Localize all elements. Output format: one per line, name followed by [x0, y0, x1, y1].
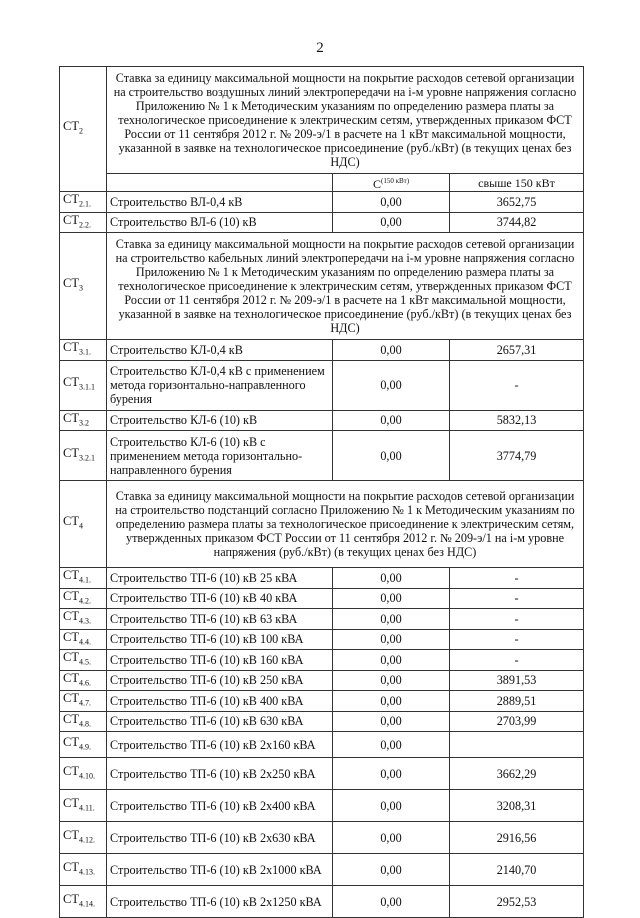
code-sub: 2.2. — [78, 220, 91, 229]
row-value-b: 3891,53 — [450, 670, 584, 691]
row-value-b: - — [450, 609, 584, 630]
row-code — [60, 691, 107, 712]
code-main: СТ — [63, 650, 79, 664]
row-name: Строительство ТП-6 (10) кВ 250 кВА — [107, 670, 333, 691]
row-code — [60, 732, 107, 758]
table-row — [60, 886, 584, 918]
section-description: Ставка за единицу максимальной мощности на покрытие расходов сетевой организации на строительство подстанций согласно Приложению № 1 к Методическим указаниям по определению размера платы за технологическое присоединение к электрическим сетям, утвержденных приказом ФСТ России от 11 сентября 2012 г. № 209-э/1 на i-м уровне напряжения (руб./кВт) (в текущих ценах без НДС) — [107, 481, 584, 568]
section-header-row — [60, 67, 584, 174]
row-value-a: 0,00 — [333, 609, 450, 630]
table-row — [60, 212, 584, 233]
row-value-b — [450, 732, 584, 758]
code-main: СТ — [63, 734, 79, 749]
row-code — [60, 822, 107, 854]
table-row — [60, 822, 584, 854]
code-main: СТ — [63, 711, 79, 726]
row-value-b: 3774,79 — [450, 431, 584, 481]
code-sub: 4.6. — [78, 678, 91, 687]
column-header-a — [333, 174, 450, 192]
row-code — [60, 711, 107, 732]
row-code — [60, 650, 107, 671]
section-code — [60, 481, 107, 568]
code-sub: 4.10. — [78, 771, 95, 781]
row-value-a: 0,00 — [333, 431, 450, 481]
code-main: СТ — [63, 340, 79, 354]
row-code — [60, 192, 107, 213]
code-sub: 4.9. — [78, 742, 91, 752]
row-value-a: 0,00 — [333, 822, 450, 854]
code-sub: 4.4. — [78, 637, 91, 646]
row-value-a: 0,00 — [333, 854, 450, 886]
table-row — [60, 360, 584, 410]
row-code — [60, 609, 107, 630]
code-main: СТ — [63, 445, 79, 460]
row-value-b: - — [450, 629, 584, 650]
page-number: 2 — [316, 40, 324, 56]
code-main: СТ — [63, 763, 79, 778]
code-sub: 4.7. — [78, 698, 91, 708]
row-value-a: 0,00 — [333, 212, 450, 233]
section-code-sub: 4 — [78, 521, 83, 531]
row-code — [60, 886, 107, 918]
code-sub: 2.1. — [78, 199, 91, 209]
column-header-row — [60, 174, 584, 192]
row-value-a: 0,00 — [333, 732, 450, 758]
row-value-a: 0,00 — [333, 691, 450, 712]
table-row — [60, 410, 584, 431]
row-name: Строительство ТП-6 (10) кВ 630 кВА — [107, 711, 333, 732]
table-row — [60, 340, 584, 361]
code-sub: 4.11. — [78, 803, 95, 813]
code-sub: 3.2.1 — [78, 453, 95, 463]
row-value-a: 0,00 — [333, 886, 450, 918]
row-code — [60, 790, 107, 822]
table-row — [60, 758, 584, 790]
row-value-b: - — [450, 568, 584, 589]
row-value-b: 3652,75 — [450, 192, 584, 213]
section-header-row — [60, 481, 584, 568]
row-name: Строительство ТП-6 (10) кВ 2х160 кВА — [107, 732, 333, 758]
section-header-row — [60, 233, 584, 340]
row-value-a: 0,00 — [333, 650, 450, 671]
row-name: Строительство ТП-6 (10) кВ 100 кВА — [107, 629, 333, 650]
column-header-b: свыше 150 кВт — [450, 174, 584, 192]
code-main: СТ — [63, 670, 79, 685]
code-main: СТ — [63, 375, 79, 390]
code-main: СТ — [63, 568, 79, 582]
row-value-b: - — [450, 588, 584, 609]
table-row — [60, 431, 584, 481]
row-value-a: 0,00 — [333, 410, 450, 431]
row-value-b: 3744,82 — [450, 212, 584, 233]
tariff-table — [59, 66, 584, 918]
code-main: СТ — [63, 609, 79, 623]
row-value-a: 0,00 — [333, 790, 450, 822]
row-value-b: 2952,53 — [450, 886, 584, 918]
row-name: Строительство ВЛ-6 (10) кВ — [107, 212, 333, 233]
table-row — [60, 192, 584, 213]
row-name: Строительство ВЛ-0,4 кВ — [107, 192, 333, 213]
column-header-empty — [107, 174, 333, 192]
row-name: Строительство ТП-6 (10) кВ 160 кВА — [107, 650, 333, 671]
row-name: Строительство КЛ-0,4 кВ с применением метода горизонтально-направленного бурения — [107, 360, 333, 410]
code-main: СТ — [63, 629, 79, 644]
code-sub: 4.12. — [78, 835, 95, 845]
code-sub: 4.13. — [78, 867, 95, 877]
row-code — [60, 212, 107, 233]
row-value-a: 0,00 — [333, 711, 450, 732]
row-value-a: 0,00 — [333, 568, 450, 589]
code-sub: 4.2. — [78, 596, 91, 605]
row-name: Строительство ТП-6 (10) кВ 40 кВА — [107, 588, 333, 609]
row-code — [60, 340, 107, 361]
row-code — [60, 568, 107, 589]
row-value-a: 0,00 — [333, 192, 450, 213]
row-value-b: 3208,31 — [450, 790, 584, 822]
row-name: Строительство ТП-6 (10) кВ 2х400 кВА — [107, 790, 333, 822]
table-row — [60, 568, 584, 589]
row-name: Строительство ТП-6 (10) кВ 63 кВА — [107, 609, 333, 630]
section-code — [60, 67, 107, 192]
row-value-b: 2916,56 — [450, 822, 584, 854]
table-row — [60, 670, 584, 691]
row-code — [60, 670, 107, 691]
code-sub: 4.1. — [78, 575, 91, 585]
row-value-a: 0,00 — [333, 340, 450, 361]
section-code-main: СТ — [63, 276, 79, 291]
row-value-a: 0,00 — [333, 629, 450, 650]
row-name: Строительство КЛ-6 (10) кВ с применением метода горизонтально-направленного бурения — [107, 431, 333, 481]
code-main: СТ — [63, 691, 79, 705]
row-name: Строительство ТП-6 (10) кВ 2х250 кВА — [107, 758, 333, 790]
code-main: СТ — [63, 795, 79, 810]
row-value-b: 2140,70 — [450, 854, 584, 886]
section-code-main: СТ — [63, 119, 79, 134]
row-code — [60, 629, 107, 650]
row-code — [60, 410, 107, 431]
row-value-b: 2703,99 — [450, 711, 584, 732]
section-description: Ставка за единицу максимальной мощности на покрытие расходов сетевой организации на строительство воздушных линий электропередачи на i-м уровне напряжения согласно Приложению № 1 к Методическим указаниям по определению размера платы за технологическое присоединение к электрическим сетям, утвержденных приказом ФСТ России от 11 сентября 2012 г. № 209-э/1 в расчете на 1 кВт максимальной мощности, указанной в заявке на технологическое присоединение (руб./кВт) (в текущих ценах без НДС) — [107, 67, 584, 174]
row-code — [60, 431, 107, 481]
column-header-a-prefix: С — [372, 177, 381, 191]
table-row — [60, 854, 584, 886]
table-row — [60, 732, 584, 758]
section-code-main: СТ — [63, 514, 79, 529]
table-row — [60, 790, 584, 822]
row-name: Строительство ТП-6 (10) кВ 2х1250 кВА — [107, 886, 333, 918]
row-name: Строительство ТП-6 (10) кВ 25 кВА — [107, 568, 333, 589]
row-value-a: 0,00 — [333, 360, 450, 410]
section-code-sub: 2 — [78, 126, 83, 136]
row-value-b: 5832,13 — [450, 410, 584, 431]
row-name: Строительство КЛ-6 (10) кВ — [107, 410, 333, 431]
code-main: СТ — [63, 827, 79, 842]
row-value-b: 2657,31 — [450, 340, 584, 361]
table-row — [60, 629, 584, 650]
code-sub: 4.3. — [78, 616, 91, 626]
code-main: СТ — [63, 859, 79, 874]
row-value-b: 3662,29 — [450, 758, 584, 790]
table-row — [60, 609, 584, 630]
table-row — [60, 650, 584, 671]
code-sub: 3.1.1 — [78, 382, 95, 392]
row-code — [60, 360, 107, 410]
code-main: СТ — [63, 588, 79, 603]
row-code — [60, 854, 107, 886]
row-name: Строительство ТП-6 (10) кВ 2х1000 кВА — [107, 854, 333, 886]
row-value-b: - — [450, 650, 584, 671]
row-name: Строительство КЛ-0,4 кВ — [107, 340, 333, 361]
section-code-sub: 3 — [78, 283, 83, 293]
column-header-a-sup: (150 кВт) — [380, 177, 410, 185]
code-main: СТ — [63, 212, 79, 227]
section-code — [60, 233, 107, 340]
row-value-a: 0,00 — [333, 588, 450, 609]
table-row — [60, 691, 584, 712]
code-sub: 3.2 — [78, 418, 89, 427]
row-value-b: 2889,51 — [450, 691, 584, 712]
row-name: Строительство ТП-6 (10) кВ 2х630 кВА — [107, 822, 333, 854]
row-value-a: 0,00 — [333, 670, 450, 691]
table-row — [60, 711, 584, 732]
row-code — [60, 588, 107, 609]
code-main: СТ — [63, 891, 79, 906]
code-sub: 4.8. — [78, 719, 91, 728]
code-main: СТ — [63, 192, 79, 206]
code-sub: 4.5. — [78, 657, 91, 667]
section-description: Ставка за единицу максимальной мощности на покрытие расходов сетевой организации на строительство кабельных линий электропередачи на i-м уровне напряжения согласно Приложению № 1 к Методическим указаниям по определению размера платы за технологическое присоединение к электрическим сетям, утвержденных приказом ФСТ России от 11 сентября 2012 г. № 209-э/1 в расчете на 1 кВт максимальной мощности, указанной в заявке на технологическое присоединение (руб./кВт) (в текущих ценах без НДС) — [107, 233, 584, 340]
row-value-b: - — [450, 360, 584, 410]
code-sub: 4.14. — [78, 899, 95, 909]
row-value-a: 0,00 — [333, 758, 450, 790]
code-main: СТ — [63, 410, 79, 425]
table-row — [60, 588, 584, 609]
row-code — [60, 758, 107, 790]
code-sub: 3.1. — [78, 347, 91, 357]
row-name: Строительство ТП-6 (10) кВ 400 кВА — [107, 691, 333, 712]
